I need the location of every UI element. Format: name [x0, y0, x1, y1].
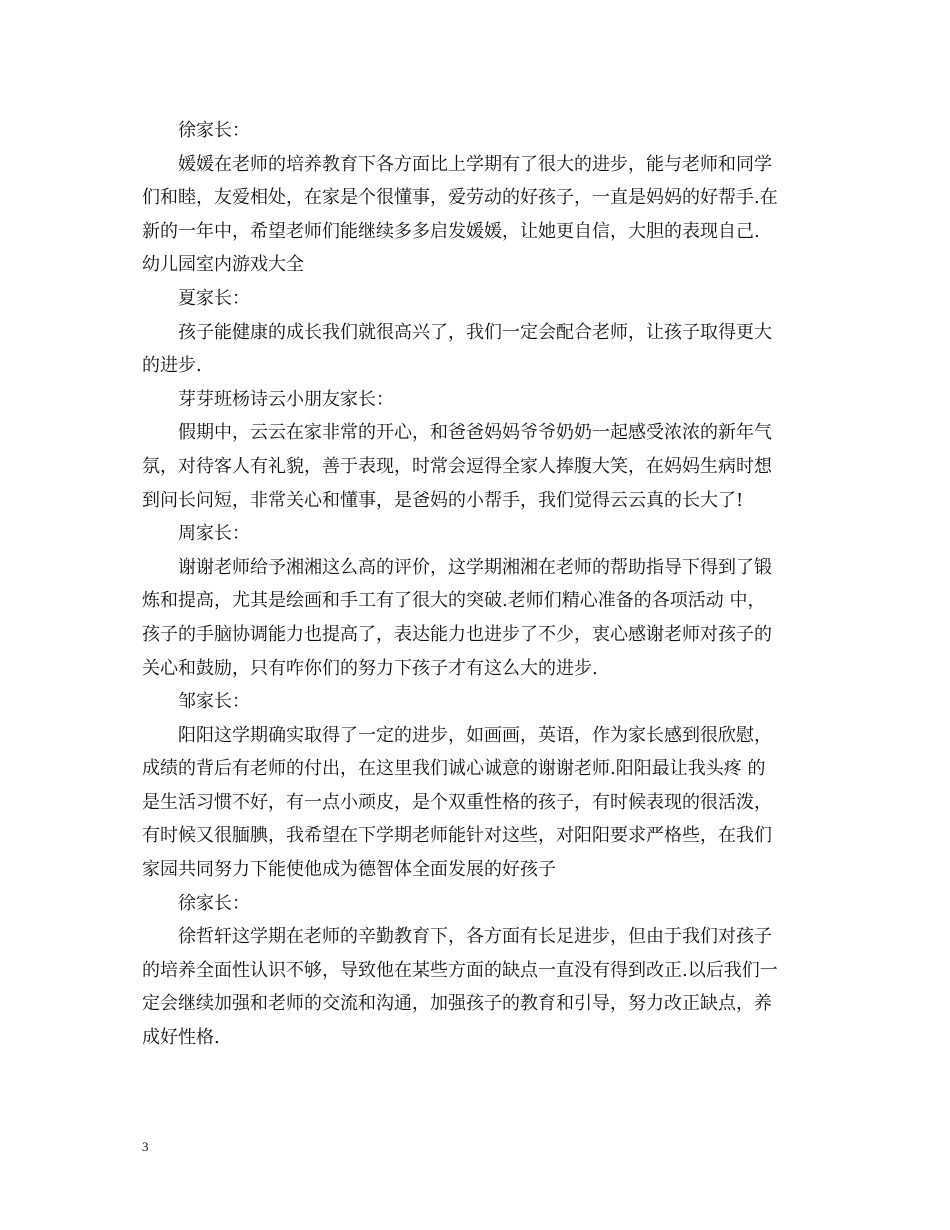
paragraph-line: 新的一年中，希望老师们能继续多多启发媛媛，让她更自信，大胆的表现自己.	[142, 220, 760, 242]
paragraph-line: 关心和鼓励，只有咋你们的努力下孩子才有这么大的进步.	[142, 657, 598, 679]
paragraph-line: 孩子的手脑协调能力也提高了，表达能力也进步了不少，衷心感谢老师对孩子的	[142, 623, 772, 645]
paragraph-line: 成绩的背后有老师的付出，在这里我们诚心诚意的谢谢老师.阳阳最让我头疼 的	[142, 758, 766, 780]
paragraph-line: 炼和提高，尤其是绘画和手工有了很大的突破.老师们精心准备的各项活动 中，	[142, 590, 766, 612]
speaker-heading: 芽芽班杨诗云小朋友家长：	[178, 388, 394, 410]
paragraph-line: 徐哲轩这学期在老师的辛勤教育下，各方面有长足进步，但由于我们对孩子	[178, 926, 772, 948]
paragraph-line: 假期中，云云在家非常的开心，和爸爸妈妈爷爷奶奶一起感受浓浓的新年气	[178, 422, 772, 444]
speaker-heading: 周家长：	[178, 523, 250, 545]
paragraph-line: 阳阳这学期确实取得了一定的进步，如画画，英语，作为家长感到很欣慰，	[178, 724, 772, 746]
paragraph-line: 家园共同努力下能使他成为德智体全面发展的好孩子	[142, 859, 556, 881]
speaker-heading: 徐家长：	[178, 892, 250, 914]
paragraph-line: 的培养全面性认识不够，导致他在某些方面的缺点一直没有得到改正.以后我们一	[142, 959, 778, 981]
paragraph-line: 定会继续加强和老师的交流和沟通，加强孩子的教育和引导，努力改正缺点，养	[142, 993, 772, 1015]
paragraph-line: 谢谢老师给予湘湘这么高的评价，这学期湘湘在老师的帮助指导下得到了锻	[178, 556, 772, 578]
paragraph-line: 是生活习惯不好，有一点小顽皮，是个双重性格的孩子，有时候表现的很活泼，	[142, 791, 772, 813]
paragraph-line: 们和睦，友爱相处，在家是个很懂事，爱劳动的好孩子，一直是妈妈的好帮手.在	[142, 187, 778, 209]
speaker-heading: 夏家长：	[178, 287, 250, 309]
paragraph-line: 的进步.	[142, 355, 202, 377]
speaker-heading: 徐家长：	[178, 120, 250, 141]
paragraph-line: 成好性格.	[142, 1027, 220, 1049]
document-body	[142, 114, 810, 1055]
paragraph-line: 有时候又很腼腆，我希望在下学期老师能针对这些，对阳阳要求严格些，在我们	[142, 825, 772, 847]
paragraph-line: 幼儿园室内游戏大全	[142, 254, 304, 276]
page-number: 3	[142, 1139, 149, 1154]
paragraph-line: 到问长问短，非常关心和懂事，是爸妈的小帮手，我们觉得云云真的长大了!	[142, 489, 744, 511]
speaker-heading: 邹家长：	[178, 691, 250, 713]
paragraph-line: 孩子能健康的成长我们就很高兴了，我们一定会配合老师，让孩子取得更大	[178, 321, 772, 343]
paragraph-line: 媛媛在老师的培养教育下各方面比上学期有了很大的进步，能与老师和同学	[178, 153, 772, 175]
paragraph-line: 氛，对待客人有礼貌，善于表现，时常会逗得全家人捧腹大笑，在妈妈生病时想	[142, 455, 772, 477]
